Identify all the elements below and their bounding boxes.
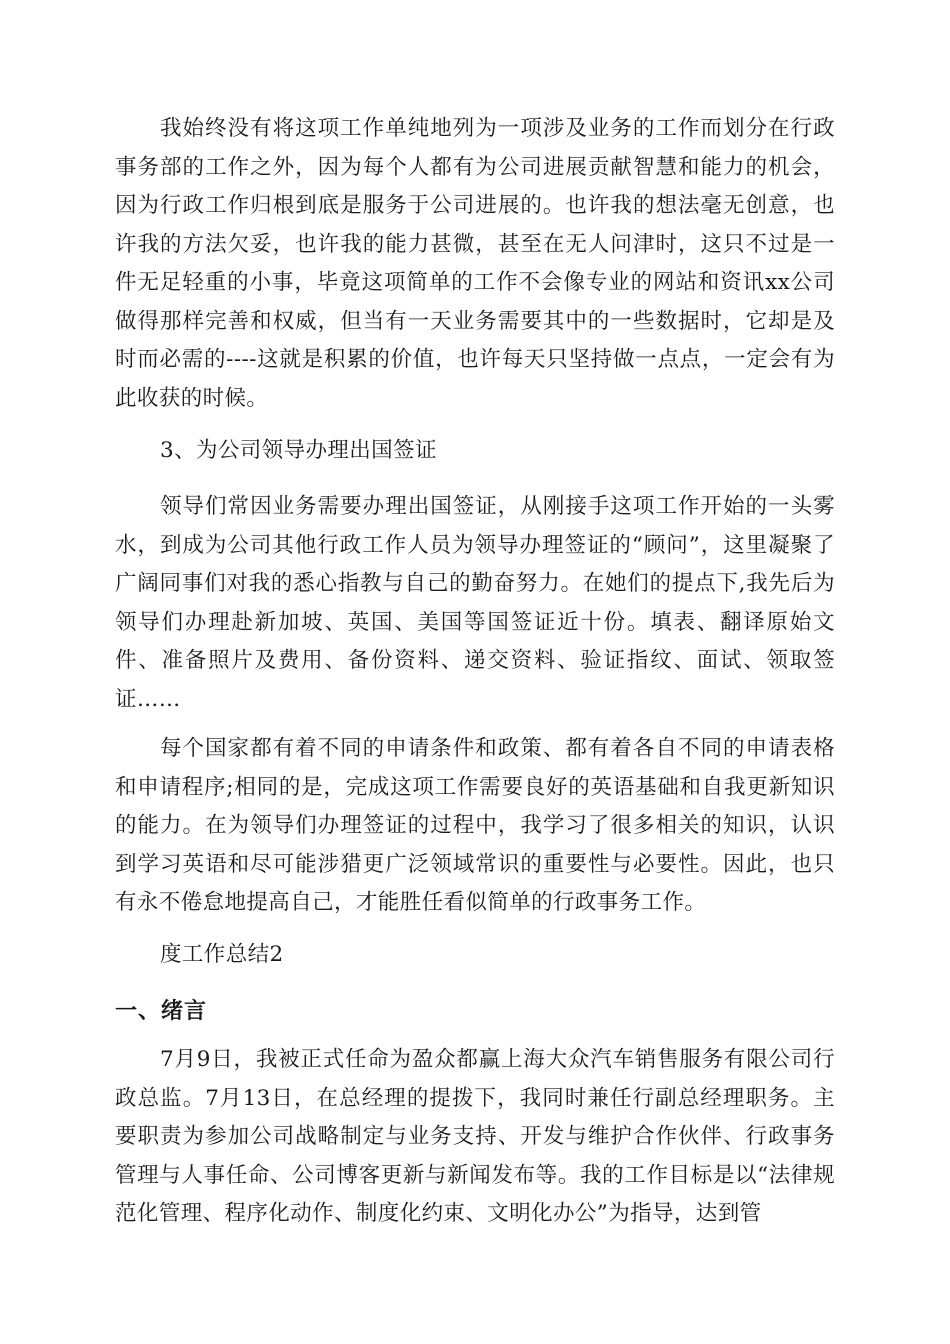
heading-introduction: 一、绪言	[115, 999, 208, 1024]
paragraph-visa-learning: 每个国家都有着不同的申请条件和政策、都有着各自不同的申请表格和申请程序;相同的是，完成这项工作需要良好的英语基础和自我更新知识的能力。在为领导们办理签证的过程中，我学习了很多相关的知识，认识到学习英语和尽可能涉猎更广泛领域常识的重要性与必要性。因此，也只有永不倦怠地提高自己，才能胜任看似简单的行政事务工作。	[115, 736, 835, 915]
paragraph-value-of-accumulation: 我始终没有将这项工作单纯地列为一项涉及业务的工作而划分在行政事务部的工作之外，因为每个人都有为公司进展贡献智慧和能力的机会，因为行政工作归根到底是服务于公司进展的。也许我的想法毫无创意，也许我的方法欠妥，也许我的能力甚微，甚至在无人问津时，这只不过是一件无足轻重的小事，毕竟这项简单的工作不会像专业的网站和资讯xx公司做得那样完善和权威，但当有一天业务需要其中的一些数据时，它却是及时而必需的----这就是积累的价值，也许每天只坚持做一点点，一定会有为此收获的时候。	[115, 116, 835, 411]
paragraph-visa-experience: 领导们常因业务需要办理出国签证，从刚接手这项工作开始的一头雾水，到成为公司其他行政工作人员为领导办理签证的“顾问”，这里凝聚了广阔同事们对我的悉心指教与自己的勤奋努力。在她们的提点下,我先后为领导们办理赴新加坡、英国、美国等国签证近十份。填表、翻译原始文件、准备照片及费用、备份资料、递交资料、验证指纹、面试、领取签证……	[115, 494, 835, 712]
section-title-summary-2: 度工作总结2	[160, 942, 284, 967]
paragraph-appointment: 7月9日，我被正式任命为盈众都赢上海大众汽车销售服务有限公司行政总监。7月13日，在总经理的提拨下，我同时兼任行副总经理职务。主要职责为参加公司战略制定与业务支持、开发与维护合作伙伴、行政事务管理与人事任命、公司博客更新与新闻发布等。我的工作目标是以“法律规范化管理、程序化动作、制度化约束、文明化办公”为指导，达到管	[115, 1047, 835, 1226]
list-item-visa-handling: 3、为公司领导办理出国签证	[160, 438, 437, 463]
